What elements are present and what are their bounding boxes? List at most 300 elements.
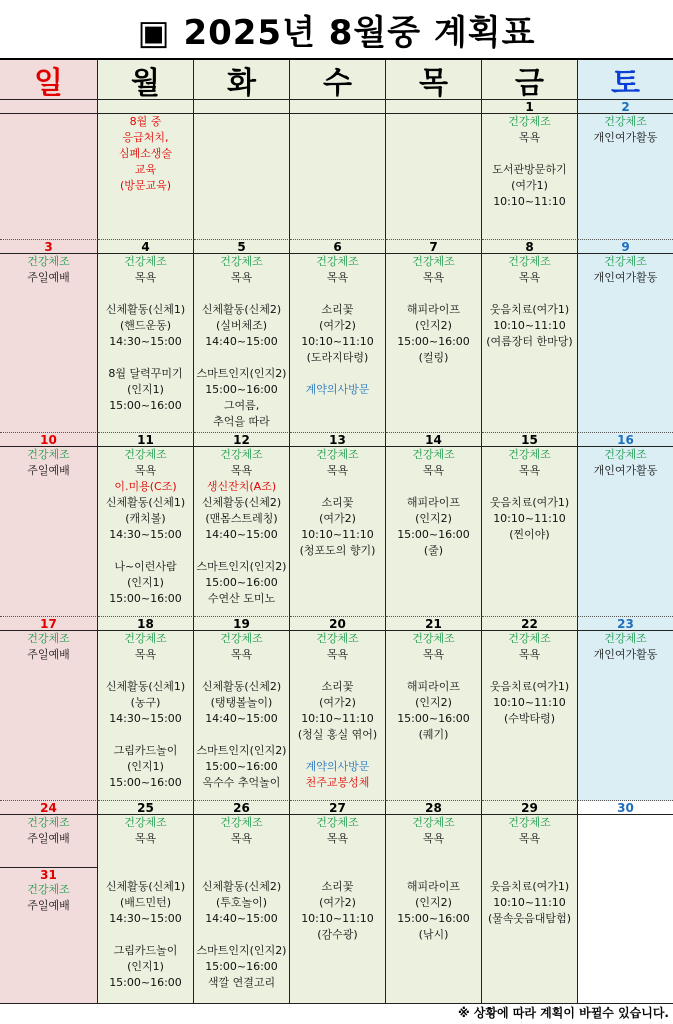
day-number: 16 [578,433,673,447]
schedule-item: 목욕 [326,648,349,661]
day-number: 5 [194,240,289,254]
schedule-item: 응급처치, [122,131,169,144]
schedule-item: 주일예배 [27,648,70,661]
schedule-item: 생신잔치(A조) [206,480,277,493]
exercise-label: 건강체조 [220,632,263,645]
spacer [194,863,289,879]
day-content [98,254,193,414]
day-content [194,254,289,430]
day-cell-fri [482,100,578,240]
day-content [194,631,289,791]
exercise-label: 건강체조 [124,632,167,645]
schedule-item: 목욕 [518,832,541,845]
schedule-item: 심폐소생술 [118,147,173,160]
spacer [482,663,577,679]
exercise-label: 건강체조 [412,816,455,829]
spacer [386,286,481,302]
schedule-item: (배드민턴) [119,896,172,909]
day-cell-tue [194,433,290,617]
sunday-lower [0,868,97,914]
exercise-label: 건강체조 [316,448,359,461]
schedule-item: 신체활동(신체1) [105,496,186,509]
exercise-label: 건강체조 [412,255,455,268]
schedule-item: 옥수수 추억놀이 [202,776,281,789]
spacer [290,366,385,382]
day-content [290,631,385,791]
spacer [290,286,385,302]
schedule-item: 소리꽃 [321,496,354,509]
exercise-label: 건강체조 [220,255,263,268]
schedule-item: (여름장터 한마당) [486,335,573,348]
schedule-item: (인지2) [415,512,452,525]
schedule-item: 10:10~11:10 [493,319,566,332]
schedule-item: 계약의사방문 [305,383,370,396]
schedule-item: 15:00~16:00 [109,592,182,605]
schedule-item: 도서관방문하기 [492,163,567,176]
exercise-label: 건강체조 [27,448,70,461]
day-cell-tue [194,801,290,1004]
schedule-item: 10:10~11:10 [301,712,374,725]
schedule-item: 14:30~15:00 [109,335,182,348]
schedule-item: 15:00~16:00 [109,976,182,989]
day-content [578,114,673,146]
schedule-item: 신체활동(신체2) [201,303,282,316]
schedule-item: (여가2) [319,512,356,525]
schedule-item: (인지1) [127,960,164,973]
day-number: 7 [386,240,481,254]
day-content [290,447,385,559]
exercise-label: 건강체조 [124,448,167,461]
day-content [194,447,289,607]
day-cell-wed [290,240,386,433]
schedule-item: 나~이런사람 [114,560,177,573]
day-number: 29 [482,801,577,815]
spacer [98,543,193,559]
schedule-item: 15:00~16:00 [397,912,470,925]
schedule-item: 15:00~16:00 [109,776,182,789]
exercise-label: 건강체조 [220,448,263,461]
schedule-item: 스마트인지(인지2) [196,944,287,957]
schedule-item: 개인여가활동 [593,271,658,284]
weekday-header-fri: 금 [482,60,578,100]
schedule-item: 15:00~16:00 [397,712,470,725]
schedule-item: 색깔 연결고리 [207,976,276,989]
spacer [98,847,193,863]
spacer [482,479,577,495]
schedule-item: 해피라이프 [406,880,461,893]
schedule-item: 목욕 [518,464,541,477]
schedule-item: 개인여가활동 [593,131,658,144]
spacer [386,663,481,679]
day-number [290,100,385,114]
day-number: 10 [0,433,97,447]
day-content [578,447,673,479]
exercise-label: 건강체조 [508,115,551,128]
spacer [386,863,481,879]
schedule-item: 개인여가활동 [593,648,658,661]
schedule-item: 신체활동(신체1) [105,680,186,693]
spacer [290,479,385,495]
schedule-item: 신체활동(신체2) [201,680,282,693]
schedule-item: 10:10~11:10 [493,512,566,525]
day-content [98,631,193,791]
spacer [194,543,289,559]
day-number [0,100,97,114]
exercise-label: 건강체조 [412,448,455,461]
sunday-upper [0,815,97,847]
day-number: 21 [386,617,481,631]
schedule-item: 추억을 따라 [213,415,270,428]
schedule-item: 신체활동(신체2) [201,880,282,893]
schedule-item: (청포도의 향기) [299,544,376,557]
schedule-item: 15:00~16:00 [397,335,470,348]
day-cell-wed [290,433,386,617]
spacer [98,286,193,302]
schedule-item: 그여름, [223,399,260,412]
exercise-label: 건강체조 [508,632,551,645]
schedule-item: 목욕 [422,464,445,477]
schedule-item: 웃음치료(여가1) [489,880,570,893]
schedule-item: 14:40~15:00 [205,912,278,925]
day-number: 9 [578,240,673,254]
schedule-item: 스마트인지(인지2) [196,367,287,380]
day-cell-fri [482,617,578,801]
spacer [98,663,193,679]
day-number: 22 [482,617,577,631]
schedule-item: 8월 달력꾸미기 [108,367,183,380]
day-cell-sun [0,433,98,617]
spacer [98,863,193,879]
day-number: 14 [386,433,481,447]
spacer [194,927,289,943]
schedule-item: 8월 중 [129,115,162,128]
exercise-label: 건강체조 [220,816,263,829]
page-title: ▣ 2025년 8월중 계획표 [0,0,673,60]
schedule-item: 10:10~11:10 [493,896,566,909]
schedule-item: 목욕 [518,131,541,144]
schedule-item: (인지2) [415,896,452,909]
schedule-item: 주일예배 [27,899,70,912]
day-cell-sun [0,100,98,240]
day-cell-thu [386,801,482,1004]
day-number: 27 [290,801,385,815]
day-number: 2 [578,100,673,114]
spacer [194,663,289,679]
schedule-item: 목욕 [422,832,445,845]
exercise-label: 건강체조 [27,816,70,829]
day-cell-sat [578,801,673,1004]
schedule-item: 수연산 도미노 [207,592,276,605]
spacer [194,286,289,302]
schedule-item: 해피라이프 [406,680,461,693]
schedule-item: 14:30~15:00 [109,912,182,925]
schedule-item: 교육 [134,163,157,176]
day-cell-sat [578,240,673,433]
schedule-item: 목욕 [134,271,157,284]
day-cell-tue [194,100,290,240]
exercise-label: 건강체조 [124,816,167,829]
schedule-item: (방문교육) [119,179,172,192]
exercise-label: 건강체조 [604,448,647,461]
day-content [578,254,673,286]
day-number [98,100,193,114]
schedule-item: 스마트인지(인지2) [196,744,287,757]
exercise-label: 건강체조 [508,448,551,461]
weekday-header-wed: 수 [290,60,386,100]
day-number: 6 [290,240,385,254]
schedule-item: 목욕 [134,832,157,845]
day-cell-sun [0,617,98,801]
schedule-item: (인지1) [127,383,164,396]
schedule-item: 목욕 [326,464,349,477]
schedule-item: (캐치볼) [125,512,166,525]
spacer [98,727,193,743]
weekday-header-thu: 목 [386,60,482,100]
day-number [386,100,481,114]
schedule-item: 목욕 [326,271,349,284]
schedule-item: 목욕 [134,648,157,661]
schedule-item: 소리꽃 [321,680,354,693]
day-content [0,254,97,286]
day-number: 13 [290,433,385,447]
schedule-item: (찐이야) [509,528,550,541]
day-number: 19 [194,617,289,631]
schedule-item: 14:40~15:00 [205,528,278,541]
schedule-item: (여가2) [319,896,356,909]
day-cell-mon [98,801,194,1004]
day-content [386,815,481,943]
schedule-item: (투호놀이) [215,896,268,909]
schedule-item: 목욕 [326,832,349,845]
schedule-item: 목욕 [230,648,253,661]
day-cell-wed [290,100,386,240]
schedule-item: 목욕 [230,464,253,477]
day-content [482,815,577,927]
schedule-item: 15:00~16:00 [205,383,278,396]
spacer [98,927,193,943]
day-cell-tue [194,617,290,801]
schedule-item: 천주교봉성체 [305,776,370,789]
day-content [386,447,481,559]
schedule-item: (여가1) [511,179,548,192]
day-content [98,114,193,194]
footer-note: ※ 상황에 따라 계획이 바뀔수 있습니다. [458,1006,669,1020]
day-number: 18 [98,617,193,631]
day-number: 24 [0,801,97,815]
schedule-item: 10:10~11:10 [301,912,374,925]
spacer [482,286,577,302]
day-number: 1 [482,100,577,114]
schedule-item: 웃음치료(여가1) [489,303,570,316]
schedule-item: 목욕 [518,648,541,661]
day-number: 26 [194,801,289,815]
schedule-item: (실버체조) [215,319,268,332]
day-number: 25 [98,801,193,815]
spacer [386,847,481,863]
day-content [290,815,385,943]
schedule-item: 웃음치료(여가1) [489,680,570,693]
day-cell-thu [386,617,482,801]
exercise-label: 건강체조 [27,255,70,268]
day-content [578,631,673,663]
schedule-item: 10:10~11:10 [493,195,566,208]
day-cell-thu [386,433,482,617]
day-number: 4 [98,240,193,254]
schedule-item: (인지2) [415,696,452,709]
exercise-label: 건강체조 [316,632,359,645]
schedule-item: 15:00~16:00 [205,960,278,973]
schedule-item: 목욕 [230,832,253,845]
schedule-item: (인지1) [127,760,164,773]
spacer [290,847,385,863]
day-cell-mon [98,100,194,240]
schedule-item: (낚시) [418,928,449,941]
spacer [482,146,577,162]
schedule-item: (컬링) [418,351,449,364]
day-content [386,254,481,366]
schedule-item: 10:10~11:10 [301,335,374,348]
day-cell-sat [578,433,673,617]
schedule-item: 목욕 [230,271,253,284]
day-number: 11 [98,433,193,447]
spacer [386,479,481,495]
day-content [0,631,97,663]
schedule-item: 목욕 [422,271,445,284]
day-cell-sun [0,801,98,1004]
day-content [98,447,193,607]
day-cell-mon [98,240,194,433]
day-number: 28 [386,801,481,815]
schedule-item: 신체활동(신체1) [105,303,186,316]
day-number: 23 [578,617,673,631]
day-number: 12 [194,433,289,447]
schedule-item: 15:00~16:00 [397,528,470,541]
schedule-item: (농구) [130,696,161,709]
day-number: 17 [0,617,97,631]
exercise-label: 건강체조 [604,255,647,268]
day-content [482,631,577,727]
exercise-label: 건강체조 [508,255,551,268]
schedule-item: (물속웃음대탐험) [488,912,571,925]
spacer [290,743,385,759]
spacer [290,863,385,879]
spacer [290,663,385,679]
exercise-label: 건강체조 [316,816,359,829]
schedule-item: 주일예배 [27,464,70,477]
schedule-item: 15:00~16:00 [109,399,182,412]
exercise-label: 건강체조 [27,632,70,645]
spacer [194,847,289,863]
spacer [194,727,289,743]
spacer [194,350,289,366]
exercise-label: 건강체조 [604,632,647,645]
schedule-item: (탱탱볼놀이) [210,696,273,709]
schedule-item: 주일예배 [27,832,70,845]
day-number: 8 [482,240,577,254]
day-content [386,631,481,743]
schedule-item: (줄) [423,544,444,557]
schedule-item: 목욕 [422,648,445,661]
schedule-item: (수박타령) [503,712,556,725]
day-cell-sat [578,100,673,240]
schedule-item: 웃음치료(여가1) [489,496,570,509]
schedule-item: 10:10~11:10 [493,696,566,709]
day-number [194,100,289,114]
schedule-item: 계약의사방문 [305,760,370,773]
day-content [482,254,577,350]
schedule-item: 이.미용(C조) [114,480,177,493]
day-cell-wed [290,801,386,1004]
day-number: 30 [578,801,673,815]
schedule-item: (인지2) [415,319,452,332]
day-number: 15 [482,433,577,447]
calendar-grid [0,60,673,1004]
day-number: 3 [0,240,97,254]
schedule-item: (감수광) [317,928,358,941]
schedule-item: 14:40~15:00 [205,335,278,348]
schedule-item: (인지1) [127,576,164,589]
weekday-header-sun: 일 [0,60,98,100]
day-content [290,254,385,398]
day-content [0,447,97,479]
schedule-item: 소리꽃 [321,880,354,893]
day-content [482,114,577,210]
schedule-item: 소리꽃 [321,303,354,316]
schedule-item: 스마트인지(인지2) [196,560,287,573]
day-cell-wed [290,617,386,801]
schedule-item: 14:30~15:00 [109,528,182,541]
day-number: 31 [40,868,57,882]
schedule-item: (핸드운동) [119,319,172,332]
schedule-item: 목욕 [518,271,541,284]
exercise-label: 건강체조 [412,632,455,645]
schedule-item: 해피라이프 [406,303,461,316]
day-content [194,815,289,991]
exercise-label: 건강체조 [508,816,551,829]
schedule-item: 목욕 [134,464,157,477]
exercise-label: 건강체조 [124,255,167,268]
schedule-item: 신체활동(신체2) [201,496,282,509]
schedule-item: 14:40~15:00 [205,712,278,725]
schedule-item: 14:30~15:00 [109,712,182,725]
day-cell-thu [386,240,482,433]
day-number: 20 [290,617,385,631]
schedule-item: 15:00~16:00 [205,760,278,773]
spacer [482,847,577,863]
weekday-header-sat: 토 [578,60,673,100]
schedule-item: (여가2) [319,696,356,709]
day-cell-sun [0,240,98,433]
exercise-label: 건강체조 [316,255,359,268]
day-cell-mon [98,433,194,617]
day-content [98,815,193,991]
schedule-item: 해피라이프 [406,496,461,509]
exercise-label: 건강체조 [604,115,647,128]
schedule-item: (퀘기) [418,728,449,741]
day-cell-tue [194,240,290,433]
schedule-item: 그림카드놀이 [113,744,178,757]
day-content [482,447,577,543]
schedule-item: 주일예배 [27,271,70,284]
day-cell-thu [386,100,482,240]
spacer [98,350,193,366]
schedule-item: (맨몸스트레칭) [205,512,278,525]
schedule-item: (청실 홍실 엮어) [297,728,378,741]
schedule-item: 그림카드놀이 [113,944,178,957]
day-cell-fri [482,240,578,433]
day-cell-fri [482,801,578,1004]
day-cell-mon [98,617,194,801]
